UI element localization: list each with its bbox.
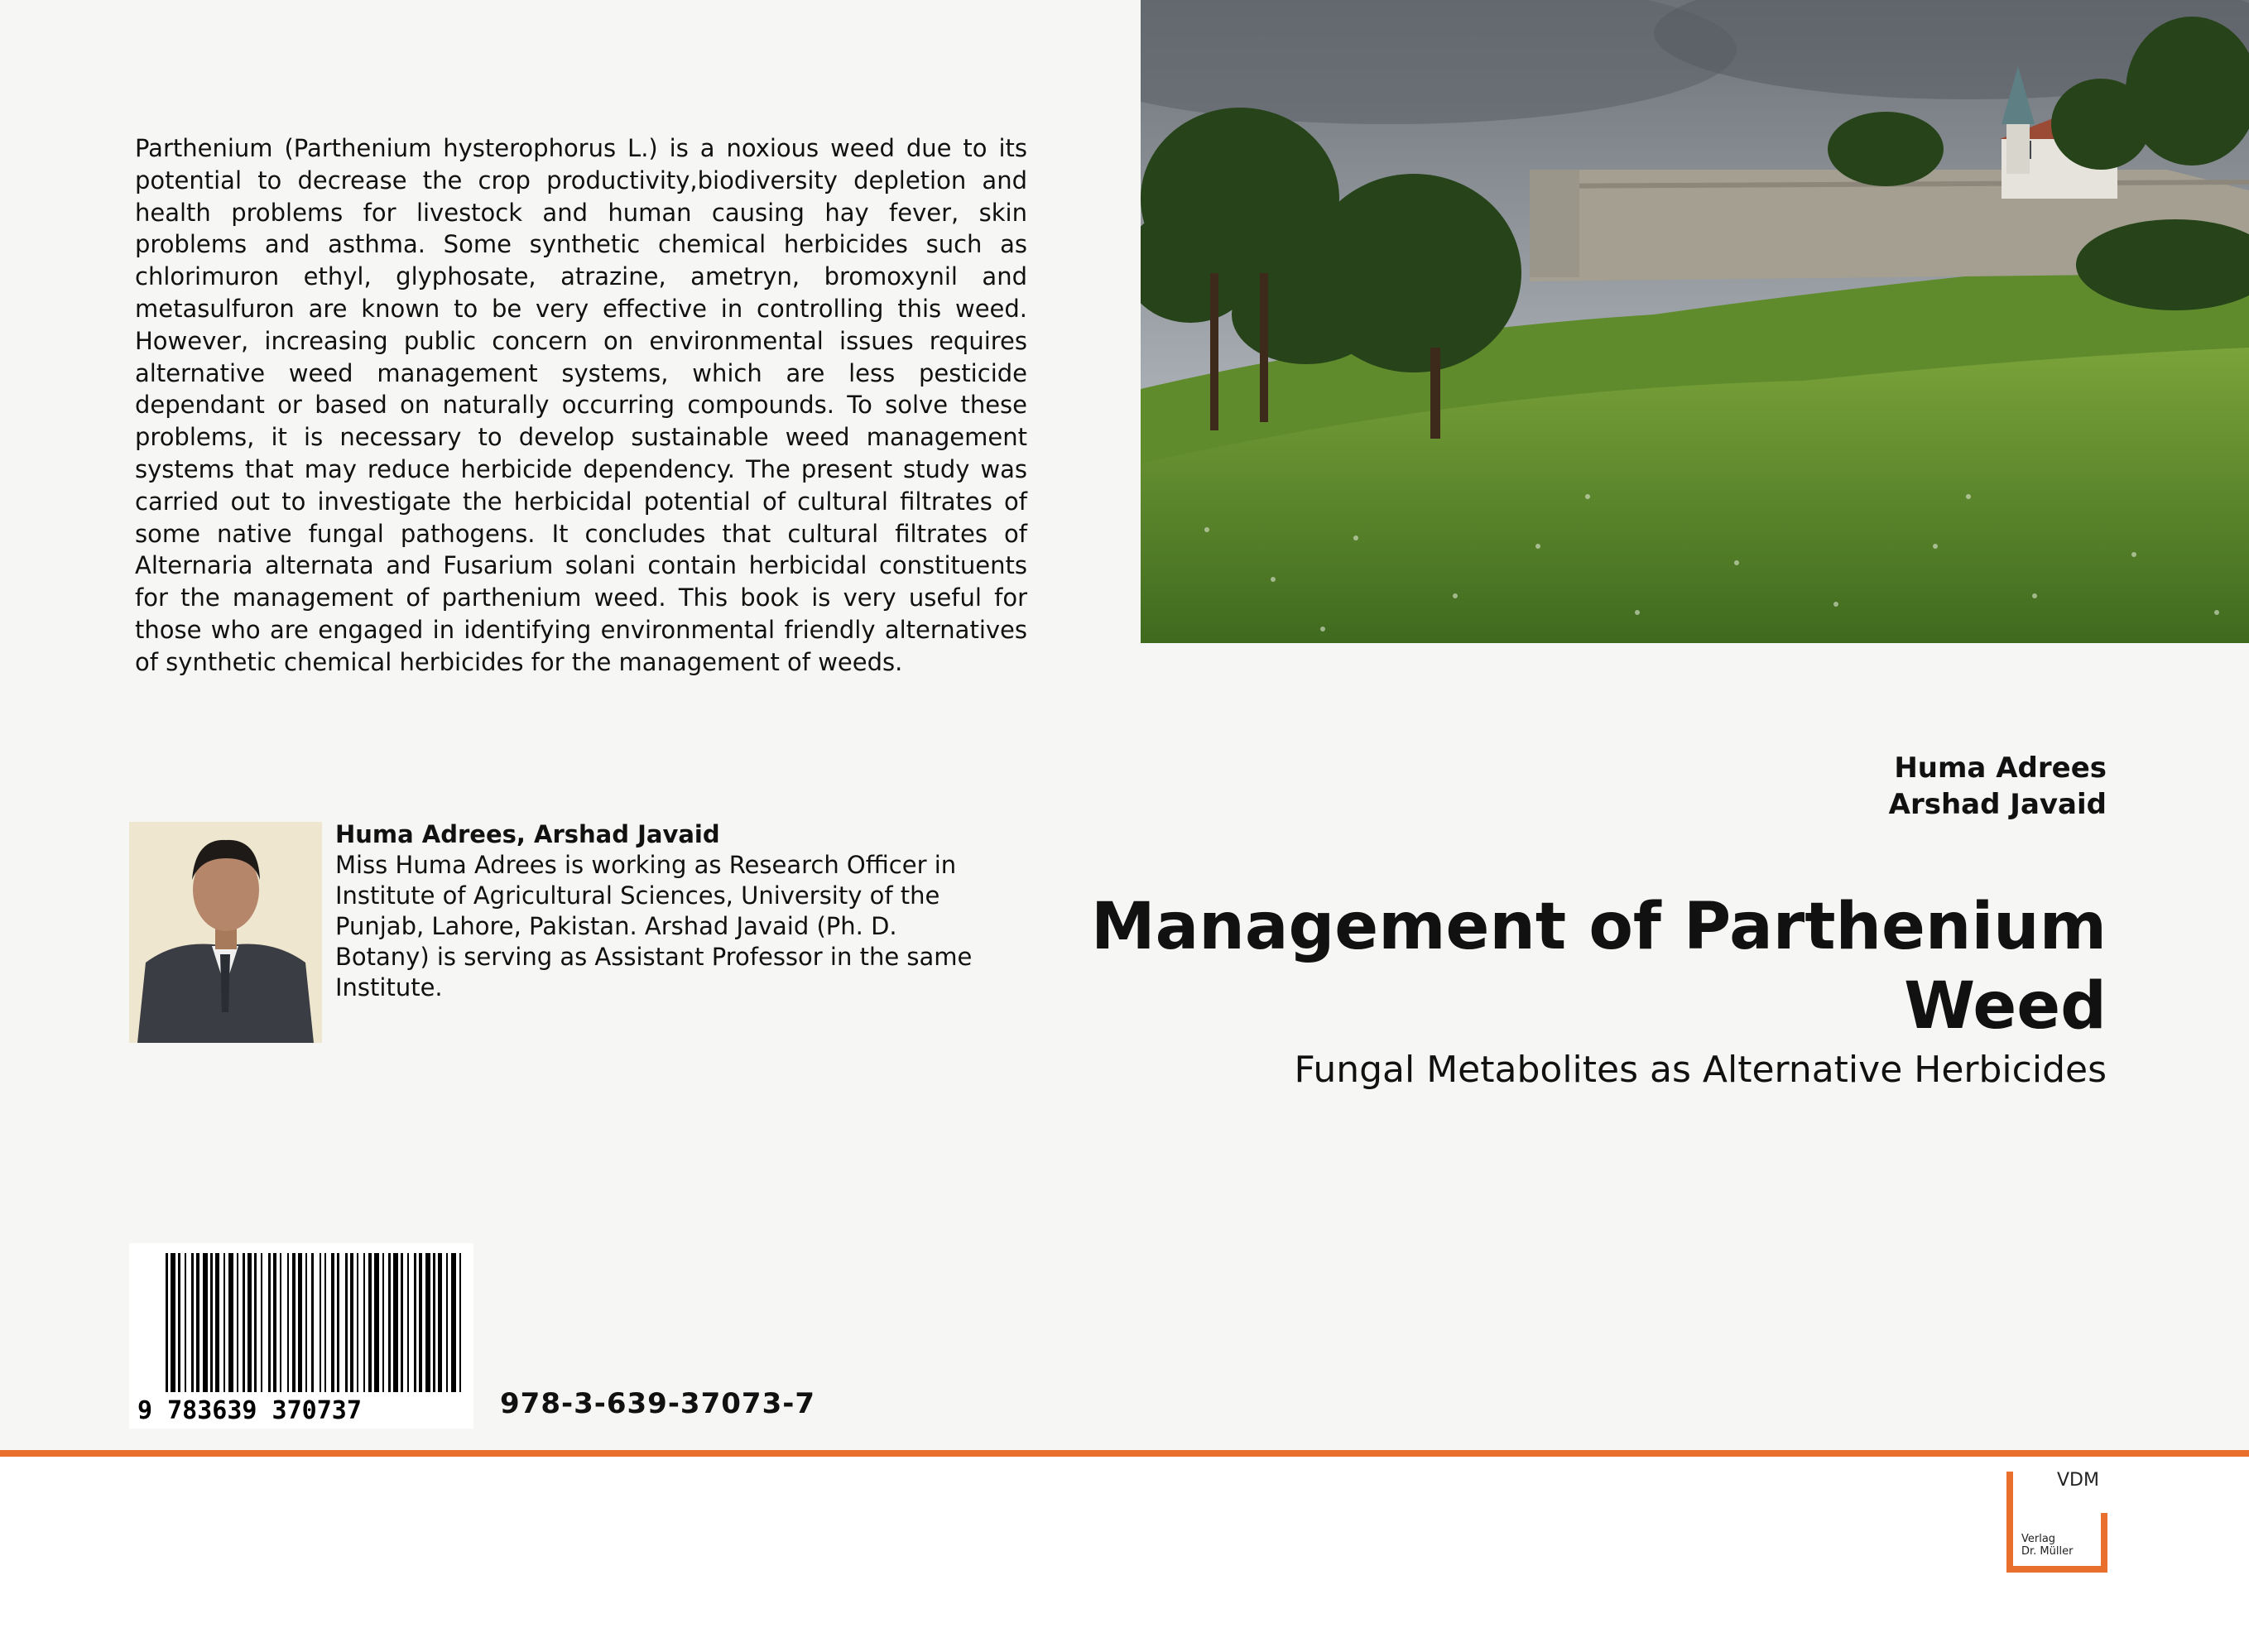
barcode-bar: [228, 1253, 233, 1392]
barcode-bar: [261, 1253, 262, 1392]
author-bio: [335, 819, 981, 1003]
book-title: Management of Parthenium Weed: [1091, 890, 2107, 1044]
barcode-bar: [407, 1253, 409, 1392]
author-bio-text: Miss Huma Adrees is working as Research Officer in Institute of Agricultural Sciences, University of the Punjab, Lahore, Pakistan. Arshad Javaid (Ph. D. Botany) is serving as Assistant Professor in the same Institute.: [335, 851, 973, 1001]
barcode-bar: [254, 1253, 257, 1392]
barcode-bar: [345, 1253, 348, 1392]
barcode-bar: [223, 1253, 225, 1392]
barcode-bar: [210, 1253, 213, 1392]
barcode-bar: [171, 1253, 175, 1392]
barcode-bar: [433, 1253, 435, 1392]
barcode: [129, 1243, 473, 1429]
barcode-bar: [215, 1253, 219, 1392]
barcode-bar: [388, 1253, 391, 1392]
barcode-bar: [320, 1253, 321, 1392]
barcode-bar: [425, 1253, 430, 1392]
barcode-bar: [292, 1253, 296, 1392]
barcode-bar: [298, 1253, 302, 1392]
barcode-bar: [337, 1253, 339, 1392]
barcode-bar: [438, 1253, 442, 1392]
publisher-name-line-2: Dr. Müller: [2021, 1545, 2074, 1558]
barcode-bar: [382, 1253, 384, 1392]
barcode-bar: [414, 1253, 416, 1392]
barcode-bar: [185, 1253, 186, 1392]
barcode-bar: [350, 1253, 353, 1392]
barcode-bar: [401, 1253, 403, 1392]
cover-footer-band: [0, 1450, 2249, 1652]
publisher-name-line-1: Verlag: [2021, 1533, 2056, 1545]
barcode-bar: [268, 1253, 271, 1392]
isbn-number: 978-3-639-37073-7: [500, 1387, 815, 1420]
author-bio-name: Huma Adrees, Arshad Javaid: [335, 820, 720, 848]
barcode-bar: [280, 1253, 281, 1392]
barcode-bar: [324, 1253, 326, 1392]
barcode-bar: [196, 1253, 199, 1392]
barcode-bar: [178, 1253, 180, 1392]
barcode-bar: [166, 1253, 168, 1392]
barcode-bar: [368, 1253, 372, 1392]
barcode-bar: [247, 1253, 252, 1392]
barcode-bar: [363, 1253, 365, 1392]
barcode-bar: [203, 1253, 208, 1392]
barcode-bar: [191, 1253, 194, 1392]
barcode-bar: [305, 1253, 307, 1392]
barcode-bar: [311, 1253, 314, 1392]
barcode-bar: [237, 1253, 238, 1392]
barcode-bar: [374, 1253, 379, 1392]
barcode-bar: [331, 1253, 334, 1392]
barcode-bar: [357, 1253, 358, 1392]
cover-landscape-image: [1141, 0, 2249, 643]
barcode-bar: [446, 1253, 448, 1392]
barcode-bar: [459, 1253, 461, 1392]
barcode-bar: [393, 1253, 398, 1392]
publisher-name: [2021, 1533, 2073, 1558]
cover-author-1: Huma Adrees: [1894, 752, 2107, 785]
barcode-bar: [451, 1253, 456, 1392]
back-cover-blurb: Parthenium (Parthenium hysterophorus L.) is a noxious weed due to its potential to decrease the crop productivity,biodiversity depletion and health problems for livestock and human causing hay fever, skin problems and asthma. Some synthetic chemical herbicides such as chlorimuron ethyl, glyphosate, atrazine, ametryn, bromoxynil and metasulfuron are known to be very effective in controlling this weed. However, increasing public concern on environmental issues requires alternative weed management systems, which are less pesticide dependant or based on naturally occurring compounds. To solve these problems, it is necessary to develop sustainable weed management systems that may reduce herbicide dependency. The present study was carried out to investigate the herbicidal potential of cultural filtrates of some native fungal pathogens. It concludes that cultural filtrates of Alternaria alternata and Fusarium solani contain herbicidal constituents for the management of parthenium weed. This book is very useful for those who are engaged in identifying environmental friendly alternatives of synthetic chemical herbicides for the management of weeds.: [135, 134, 1027, 676]
publisher-brand: VDM: [2057, 1470, 2099, 1491]
publisher-logo: [2003, 1470, 2109, 1576]
book-subtitle: Fungal Metabolites as Alternative Herbicides: [1294, 1049, 2107, 1091]
cover-author-2: Arshad Javaid: [1888, 788, 2107, 821]
cover-authors: [1889, 750, 2107, 823]
barcode-digits: 9 783639 370737: [137, 1396, 362, 1425]
barcode-bar: [419, 1253, 422, 1392]
barcode-bar: [273, 1253, 276, 1392]
author-photo: [129, 822, 322, 1043]
barcode-bar: [243, 1253, 245, 1392]
barcode-bar: [287, 1253, 289, 1392]
